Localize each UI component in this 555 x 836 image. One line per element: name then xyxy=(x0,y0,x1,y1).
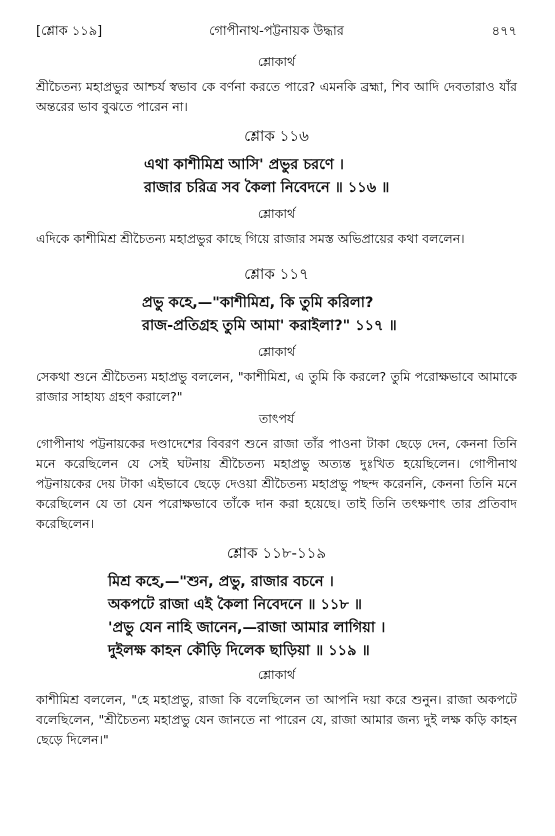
header-chapter-title: গোপীনাথ-পট্টনায়ক উদ্ধার xyxy=(209,24,344,39)
page-number: ৪৭৭ xyxy=(491,24,517,39)
verse-heading: শ্লোক ১১৬ xyxy=(244,127,309,145)
verse-text xyxy=(142,292,452,338)
translation-label: শ্লোকার্থ xyxy=(257,206,296,221)
verse-line: মিশ্র কহে,—"শুন, প্রভু, রাজার বচনে । xyxy=(108,574,334,590)
verse-heading: শ্লোক ১১৮-১১৯ xyxy=(226,544,327,562)
verse-line: অকপটে রাজা এই কৈলা নিবেদনে ॥ ১১৮ ॥ xyxy=(108,597,362,613)
verse-line: দুইলক্ষ কাহন কৌড়ি দিলেক ছাড়িয়া ॥ ১১৯ ॥ xyxy=(108,643,370,659)
verse-line: রাজার চরিত্র সব কৈলা নিবেদনে ॥ ১১৬ ॥ xyxy=(144,180,390,196)
verse-heading: শ্লোক ১১৭ xyxy=(244,265,309,283)
translation-text: শ্রীচৈতন্য মহাপ্রভুর আশ্চর্য স্বভাব কে বর্ণনা করতে পারে? এমনকি ব্রহ্মা, শিব আদি দেবতারাও যাঁর অন্তরের ভাব বুঝতে পারেন না। xyxy=(36,79,517,114)
header-verse-ref: [শ্লোক ১১৯] xyxy=(36,24,103,39)
translation-label: শ্লোকার্থ xyxy=(257,667,296,682)
translation-label: শ্লোকার্থ xyxy=(257,344,296,359)
purport-label: তাৎপর্য xyxy=(258,411,295,426)
translation-label: শ্লোকার্থ xyxy=(257,54,296,69)
translation-text: কাশীমিশ্র বললেন, "হে মহাপ্রভু, রাজা কি বলেছিলেন তা আপনি দয়া করে শুনুন। রাজা অকপটে বলেছিলেন, "শ্রীচৈতন্য মহাপ্রভু যেন জানতে না পারেন যে, রাজা আমার জন্য দুই লক্ষ কড়ি কাহন ছেড়ে দিলেন।" xyxy=(36,692,517,747)
translation-text: এদিকে কাশীমিশ্র শ্রীচৈতন্য মহাপ্রভুর কাছে গিয়ে রাজার সমস্ত অভিপ্রায়ের কথা বললেন। xyxy=(36,231,465,246)
verse-text xyxy=(144,154,444,200)
running-header xyxy=(36,18,517,44)
verse-line: রাজ-প্রতিগ্রহ তুমি আমা' করাইলা?" ১১৭ ॥ xyxy=(142,318,397,334)
translation-text: সেকথা শুনে শ্রীচৈতন্য মহাপ্রভু বললেন, "কাশীমিশ্র, এ তুমি কি করলে? তুমি পরোক্ষভাবে আমাকে রাজার সাহায্য গ্রহণ করালে?" xyxy=(36,369,517,404)
verse-line: প্রভু কহে,—"কাশীমিশ্র, কি তুমি করিলা? xyxy=(142,295,374,311)
purport-text: গোপীনাথ পট্টনায়কের দণ্ডাদেশের বিবরণ শুনে রাজা তাঁর পাওনা টাকা ছেড়ে দেন, কেননা তিনি মনে করেছিলেন যে সেই ঘটনায় শ্রীচৈতন্য মহাপ্রভু অত্যন্ত দুঃখিত হয়েছিলেন। গোপীনাথ পট্টনায়কের দেয় টাকা এইভাবে ছেড়ে দেওয়া শ্রীচৈতন্য মহাপ্রভু পছন্দ করেননি, কেননা তিনি মনে করেছিলেন যে তা যেন পরোক্ষভাবে তাঁকে দান করা হয়েছে। তাই তিনি তৎক্ষণাৎ তার প্রতিবাদ করেছিলেন। xyxy=(36,436,517,531)
verse-text xyxy=(108,571,458,663)
verse-line: এথা কাশীমিশ্র আসি' প্রভুর চরণে । xyxy=(144,157,344,173)
verse-line: 'প্রভু যেন নাহি জানেন,—রাজা আমার লাগিয়া । xyxy=(108,620,386,636)
